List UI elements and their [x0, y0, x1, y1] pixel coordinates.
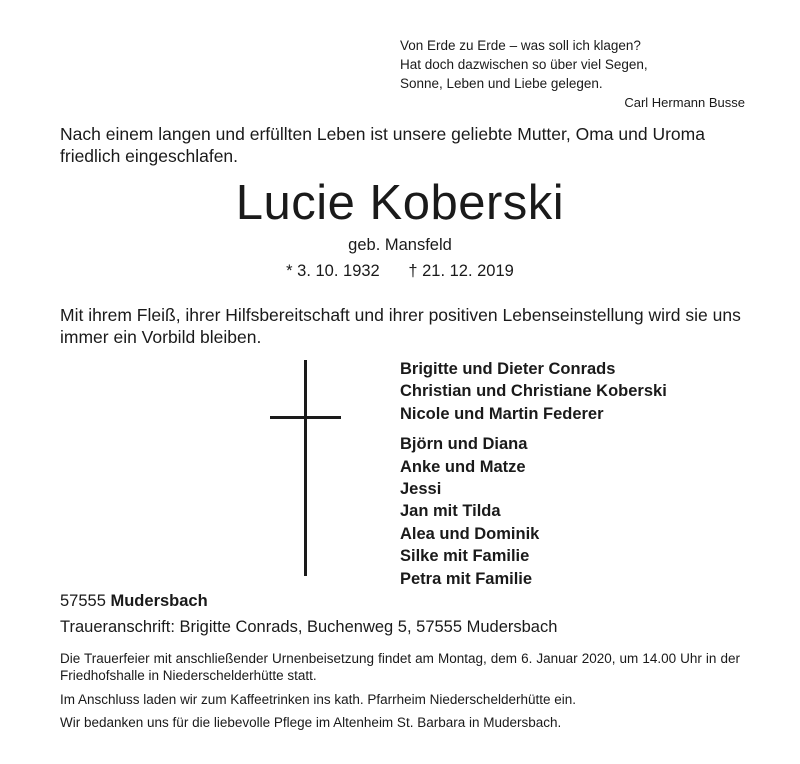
location-city: Mudersbach	[110, 592, 208, 610]
mourner: Petra mit Familie	[400, 569, 533, 588]
mourners-group-grandchildren	[400, 433, 667, 590]
life-dates	[0, 262, 800, 281]
poem	[400, 36, 745, 112]
poem-line: Hat doch dazwischen so über viel Segen,	[400, 57, 648, 72]
mourner: Björn und Diana	[400, 435, 528, 454]
maiden-name: geb. Mansfeld	[348, 236, 452, 254]
birth-date: * 3. 10. 1932	[286, 262, 380, 280]
mourner: Alea und Dominik	[400, 524, 540, 543]
mourner: Anke und Matze	[400, 457, 526, 476]
mourners-group-family	[400, 358, 667, 425]
tribute-text: Mit ihrem Fleiß, ihrer Hilfsbereitschaft und ihrer positiven Lebenseinstellung wird sie uns immer ein Vorbild bleiben.	[60, 305, 741, 347]
mourner: Christian und Christiane Koberski	[400, 382, 667, 401]
poem-line: Von Erde zu Erde – was soll ich klagen?	[400, 38, 641, 53]
coffee-note: Im Anschluss laden wir zum Kaffeetrinken ins kath. Pfarrheim Niederschelderhütte ein.	[60, 692, 576, 707]
location	[60, 592, 208, 611]
ceremony-note: Die Trauerfeier mit anschließender Urnenbeisetzung findet am Montag, dem 6. Januar 2020, um 14.00 Uhr in der Friedhofshalle in Niederschelderhütte statt.	[60, 651, 740, 683]
mourners-list	[400, 358, 667, 598]
death-date: † 21. 12. 2019	[408, 262, 514, 280]
poem-line: Sonne, Leben und Liebe gelegen.	[400, 76, 603, 91]
intro-text: Nach einem langen und erfüllten Leben ist unsere geliebte Mutter, Oma und Uroma friedlich eingeschlafen.	[60, 124, 705, 166]
poem-author: Carl Hermann Busse	[624, 95, 745, 110]
thanks-note: Wir bedanken uns für die liebevolle Pflege im Altenheim St. Barbara in Mudersbach.	[60, 715, 562, 730]
location-zip: 57555	[60, 592, 106, 610]
cross-icon-bar	[270, 416, 341, 419]
deceased-name: Lucie Koberski	[235, 176, 565, 230]
mourning-address: Traueranschrift: Brigitte Conrads, Buchenweg 5, 57555 Mudersbach	[60, 618, 558, 636]
mourner: Brigitte und Dieter Conrads	[400, 360, 616, 378]
mourner: Jan mit Tilda	[400, 502, 501, 521]
mourner: Jessi	[400, 480, 442, 499]
mourner: Silke mit Familie	[400, 547, 530, 566]
cross-icon	[304, 360, 307, 576]
mourner: Nicole und Martin Federer	[400, 404, 604, 423]
